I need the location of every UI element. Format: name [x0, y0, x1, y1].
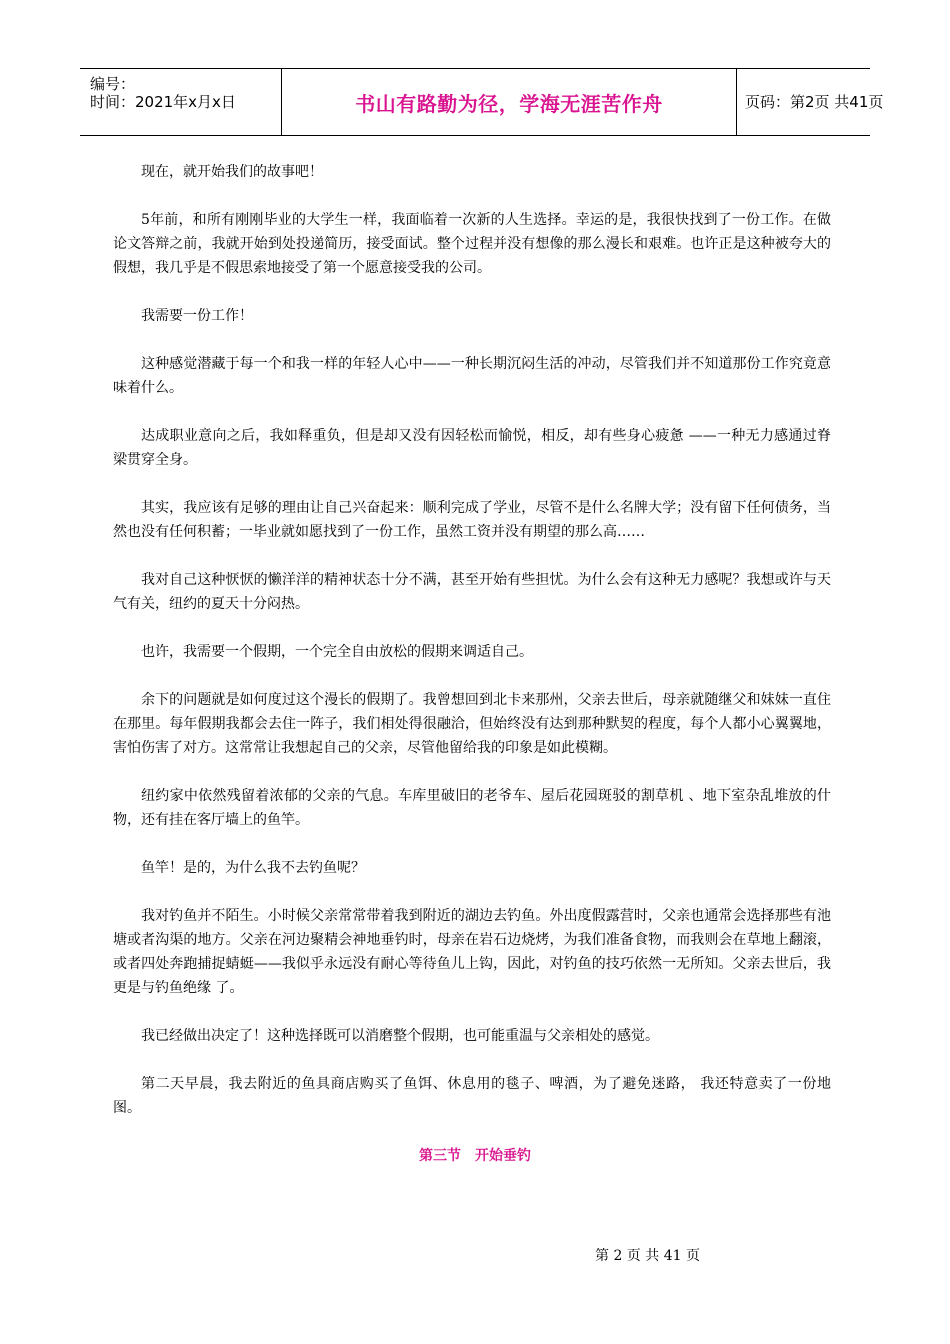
header-page-cell	[737, 69, 884, 135]
paragraph: 第二天早晨，我去附近的鱼具商店购买了鱼饵、休息用的毯子、啤酒，为了避免迷路， 我还特意卖了一份地图。	[113, 1076, 831, 1116]
page-header	[80, 68, 884, 136]
document-number-label: 编号：	[90, 75, 136, 93]
paragraph: 达成职业意向之后，我如释重负，但是却又没有因轻松而愉悦，相反，却有些身心疲惫 ——一种无力感通过脊梁贯穿全身。	[113, 428, 831, 468]
header-page-info: 页码：第2页 共41页	[745, 93, 884, 111]
paragraph: 余下的问题就是如何度过这个漫长的假期了。我曾想回到北卡来那州，父亲去世后，母亲就随继父和妹妹一直住在那里。每年假期我都会去住一阵子，我们相处得很融洽，但始终没有达到那种默契的程度，每个人都小心翼翼地，害怕伤害了对方。这常常让我想起自己的父亲，尽管他留给我的印象是如此模糊。	[113, 692, 831, 756]
paragraph: 5年前，和所有刚刚毕业的大学生一样，我面临着一次新的人生选择。幸运的是，我很快找到了一份工作。在做论文答辩之前，我就开始到处投递简历，接受面试。整个过程并没有想像的那么漫长和艰难。也许正是这种被夸大的假想，我几乎是不假思索地接受了第一个愿意接受我的公司。	[113, 212, 831, 276]
paragraph: 我需要一份工作！	[141, 308, 253, 324]
section-heading: 第三节 开始垂钓	[419, 1148, 531, 1164]
paragraph: 纽约家中依然残留着浓郁的父亲的气息。车库里破旧的老爷车、屋后花园斑驳的割草机 、地下室杂乱堆放的什物，还有挂在客厅墙上的鱼竿。	[113, 788, 831, 828]
paragraph: 鱼竿！是的，为什么我不去钓鱼呢？	[141, 860, 365, 876]
paragraph: 我对自己这种恹恹的懒洋洋的精神状态十分不满，甚至开始有些担忧。为什么会有这种无力感呢？我想或许与天气有关，纽约的夏天十分闷热。	[113, 572, 831, 612]
header-motto-cell	[282, 69, 737, 135]
header-motto: 书山有路勤为径，学海无涯苦作舟	[355, 92, 663, 116]
document-date: 时间：2021年x月x日	[90, 93, 236, 111]
paragraph: 也许，我需要一个假期，一个完全自由放松的假期来调适自己。	[141, 644, 533, 660]
paragraph: 这种感觉潜藏于每一个和我一样的年轻人心中——一种长期沉闷生活的冲动，尽管我们并不知道那份工作究竟意味着什么。	[113, 356, 831, 396]
paragraph: 我已经做出决定了！这种选择既可以消磨整个假期，也可能重温与父亲相处的感觉。	[141, 1028, 659, 1044]
paragraph: 其实，我应该有足够的理由让自己兴奋起来：顺利完成了学业，尽管不是什么名牌大学；没有留下任何债务，当然也没有任何积蓄；一毕业就如愿找到了一份工作，虽然工资并没有期望的那么高……	[113, 500, 831, 540]
header-meta-cell	[80, 69, 282, 135]
document-body	[113, 160, 831, 1144]
paragraph: 我对钓鱼并不陌生。小时候父亲常常带着我到附近的湖边去钓鱼。外出度假露营时，父亲也通常会选择那些有池塘或者沟渠的地方。父亲在河边聚精会神地垂钓时，母亲在岩石边烧烤，为我们准备食物，而我则会在草地上翻滚，或者四处奔跑捕捉蜻蜓——我似乎永远没有耐心等待鱼儿上钩，因此，对钓鱼的技巧依然一无所知。父亲去世后，我更是与钓鱼绝缘 了。	[113, 908, 831, 996]
page-footer: 第 2 页 共 41 页	[595, 1248, 700, 1264]
paragraph: 现在，就开始我们的故事吧！	[141, 164, 323, 180]
